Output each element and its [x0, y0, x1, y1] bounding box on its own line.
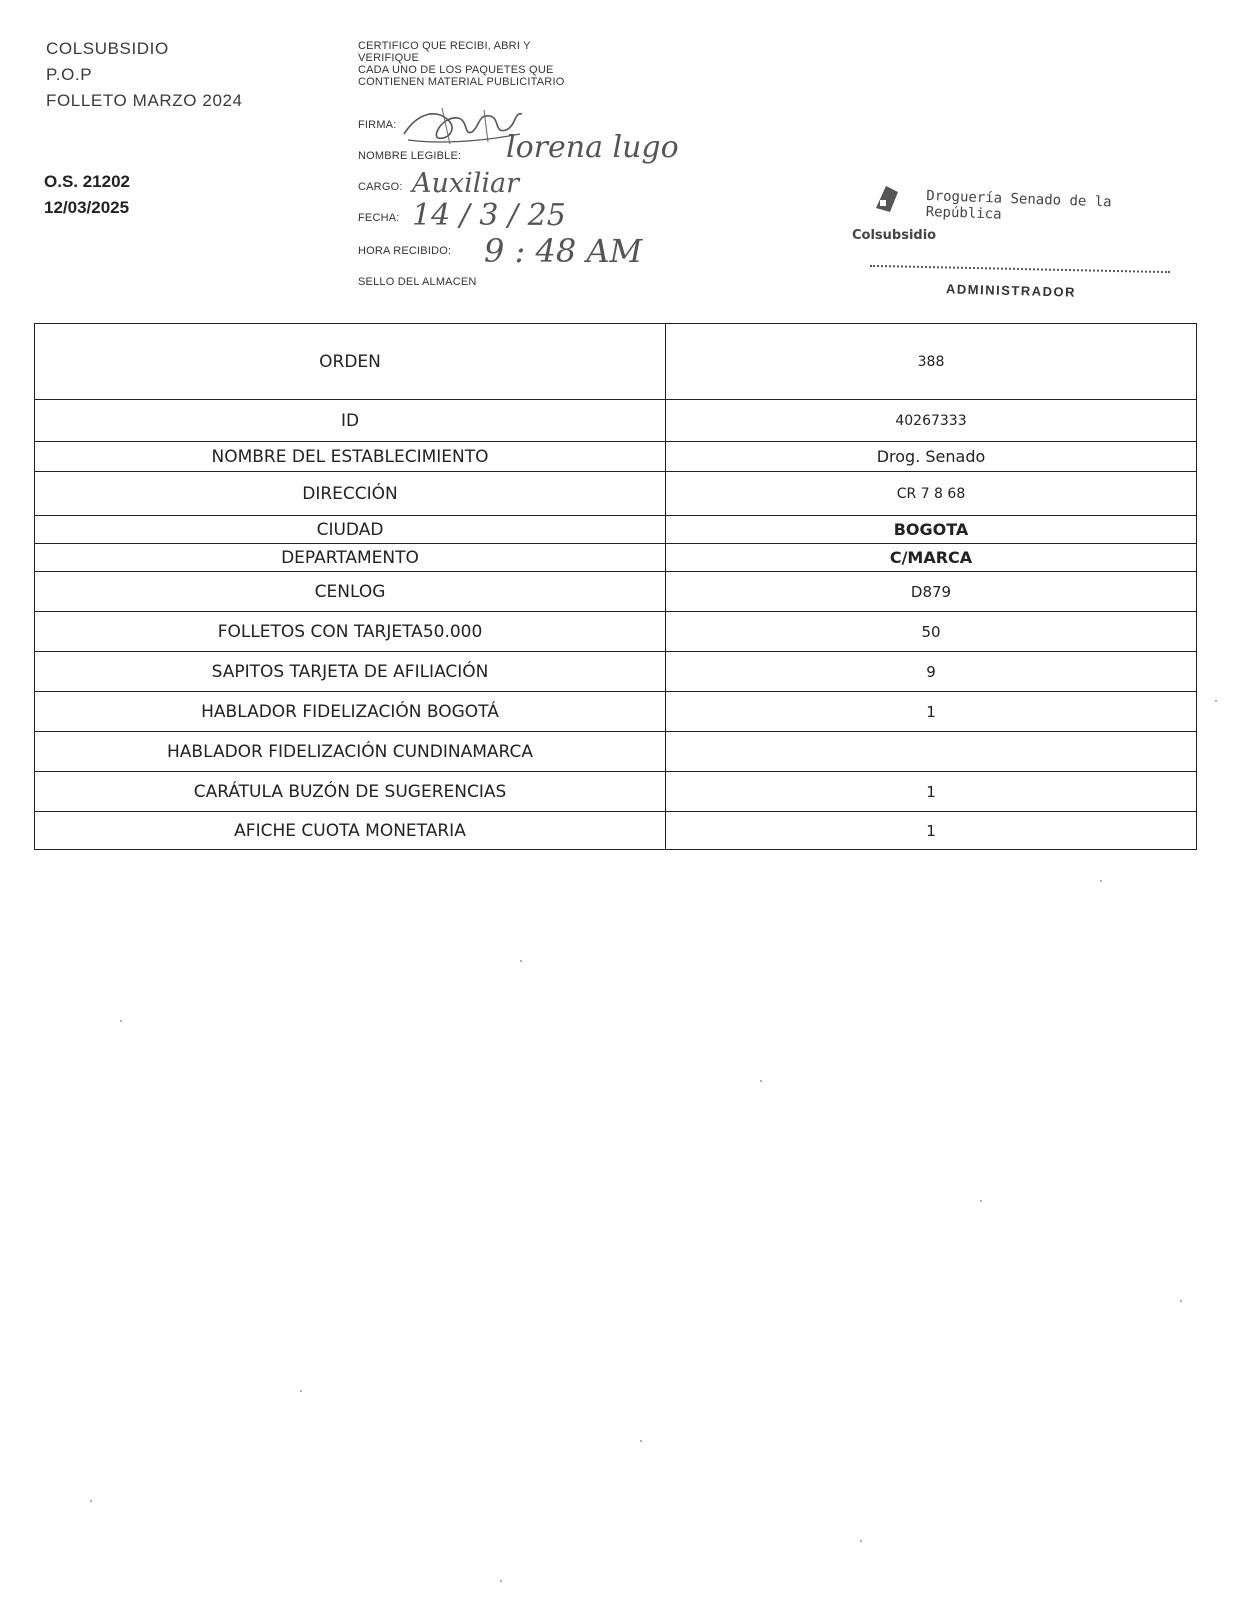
table-row: [35, 812, 1197, 850]
scan-speck: [120, 1020, 122, 1022]
fecha-value: 14 / 3 / 25: [412, 198, 566, 233]
scan-speck: [760, 1080, 762, 1082]
table-row: [35, 442, 1197, 472]
table-row: [35, 732, 1197, 772]
stamp-brand: Colsubsidio: [852, 228, 937, 243]
row-value: CR 7 8 68: [666, 472, 1197, 516]
row-label: DIRECCIÓN: [35, 472, 666, 516]
scan-speck: [1215, 700, 1217, 702]
nombre-label: NOMBRE LEGIBLE:: [358, 150, 462, 162]
stamp-role: ADMINISTRADOR: [945, 281, 1077, 300]
row-label: NOMBRE DEL ESTABLECIMIENTO: [35, 442, 666, 472]
table-row: [35, 472, 1197, 516]
stamp-store-name: Droguería Senado de la República: [925, 188, 1112, 223]
hora-label: HORA RECIBIDO:: [358, 245, 452, 257]
row-value: 1: [666, 772, 1197, 812]
scan-speck: [640, 1440, 642, 1442]
cert-line-4: CONTIENEN MATERIAL PUBLICITARIO: [358, 76, 565, 88]
hora-value: 9 : 48 AM: [484, 232, 643, 270]
delivery-table: [34, 323, 1197, 850]
row-label: CARÁTULA BUZÓN DE SUGERENCIAS: [35, 772, 666, 812]
row-label: HABLADOR FIDELIZACIÓN CUNDINAMARCA: [35, 732, 666, 772]
sello-label: SELLO DEL ALMACEN: [358, 276, 477, 288]
table-row: [35, 612, 1197, 652]
row-label: CENLOG: [35, 572, 666, 612]
nombre-value: lorena lugo: [506, 130, 679, 165]
stamp-logo-icon: [872, 182, 902, 216]
table-row: [35, 324, 1197, 400]
fecha-label: FECHA:: [358, 212, 400, 224]
cert-line-2: VERIFIQUE: [358, 52, 420, 64]
scan-speck: [300, 1390, 302, 1392]
row-label: ORDEN: [35, 324, 666, 400]
table-row: [35, 692, 1197, 732]
stamp-divider: [870, 265, 1170, 273]
row-value: 1: [666, 812, 1197, 850]
row-label: FOLLETOS CON TARJETA50.000: [35, 612, 666, 652]
header-info: [46, 36, 243, 114]
cargo-value: Auxiliar: [412, 168, 520, 199]
cert-line-3: CADA UNO DE LOS PAQUETES QUE: [358, 64, 554, 76]
row-label: CIUDAD: [35, 516, 666, 544]
scan-speck: [90, 1500, 92, 1502]
table-row: [35, 400, 1197, 442]
header-date: 12/03/2025: [44, 198, 130, 217]
row-label: SAPITOS TARJETA DE AFILIACIÓN: [35, 652, 666, 692]
table-row: [35, 544, 1197, 572]
scan-speck: [520, 960, 522, 962]
row-value: 40267333: [666, 400, 1197, 442]
row-value: D879: [666, 572, 1197, 612]
row-value: C/MARCA: [666, 544, 1197, 572]
row-label: AFICHE CUOTA MONETARIA: [35, 812, 666, 850]
row-label: ID: [35, 400, 666, 442]
row-value: BOGOTA: [666, 516, 1197, 544]
row-value: 50: [666, 612, 1197, 652]
table-row: [35, 652, 1197, 692]
row-value: [666, 732, 1197, 772]
table-row: [35, 572, 1197, 612]
firma-label: FIRMA:: [358, 119, 397, 131]
row-label: DEPARTAMENTO: [35, 544, 666, 572]
row-value: Drog. Senado: [666, 442, 1197, 472]
certification-text: [358, 40, 564, 88]
scan-speck: [980, 1200, 982, 1202]
row-value: 1: [666, 692, 1197, 732]
store-stamp: [850, 180, 1190, 305]
pop-label: P.O.P: [46, 65, 93, 84]
cert-line-1: CERTIFICO QUE RECIBI, ABRI Y: [358, 40, 531, 52]
scan-speck: [1180, 1300, 1182, 1302]
campaign-name: FOLLETO MARZO 2024: [46, 91, 243, 110]
row-label: HABLADOR FIDELIZACIÓN BOGOTÁ: [35, 692, 666, 732]
scan-speck: [500, 1580, 502, 1582]
table-row: [35, 516, 1197, 544]
order-info: [44, 169, 130, 221]
cargo-label: CARGO:: [358, 181, 403, 193]
company-name: COLSUBSIDIO: [46, 39, 169, 58]
row-value: 9: [666, 652, 1197, 692]
scan-speck: [860, 1540, 862, 1542]
os-number: O.S. 21202: [44, 172, 131, 191]
table-row: [35, 772, 1197, 812]
row-value: 388: [666, 324, 1197, 400]
scan-speck: [1100, 880, 1102, 882]
